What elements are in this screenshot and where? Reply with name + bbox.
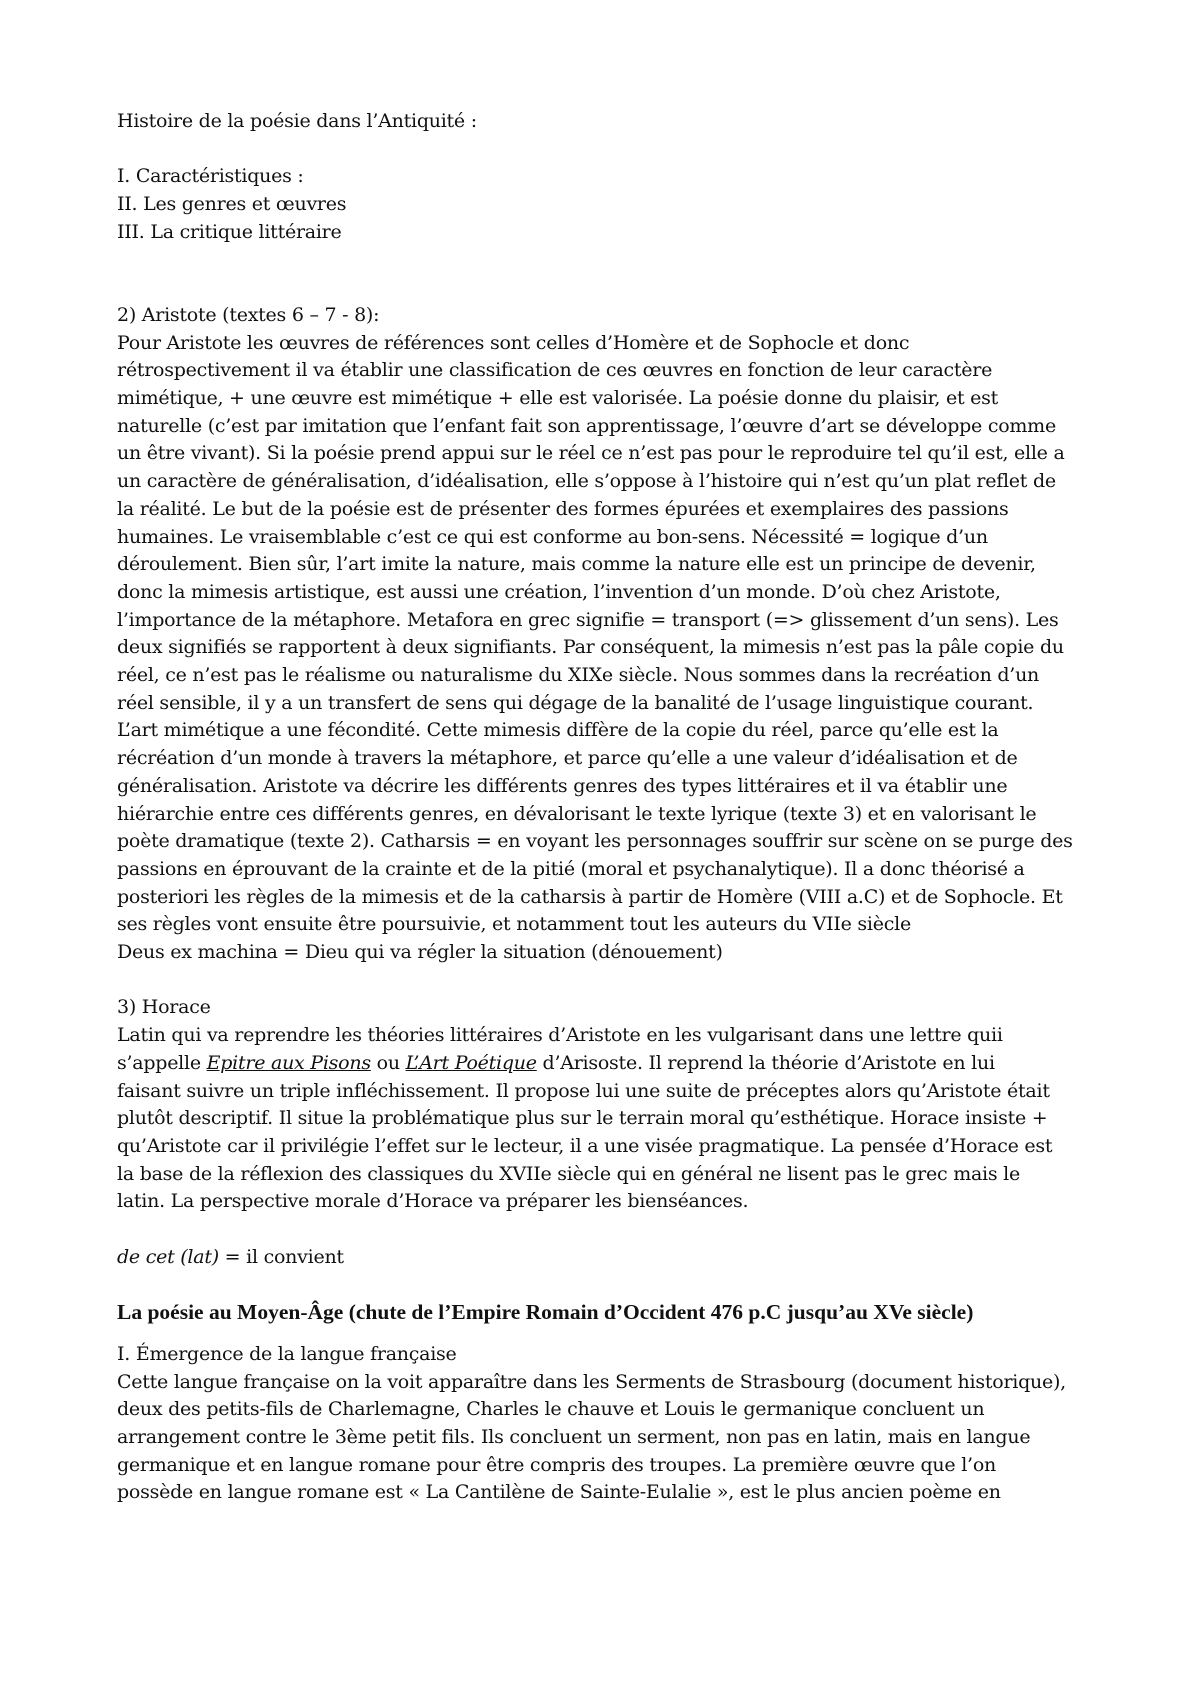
aristote-paragraph: [117, 330, 1102, 967]
paragraph-line: hiérarchie entre ces différents genres, en dévalorisant le texte lyrique (texte 3) et en valorisant le: [117, 802, 1037, 825]
paragraph-line: qu’Aristote car il privilégie l’effet sur le lecteur, il a une visée pragmatique. La pensée d’Horace est: [117, 1134, 1053, 1157]
paragraph-line: un être vivant). Si la poésie prend appui sur le réel ce n’est pas pour le reproduire tel qu’il est, elle a: [117, 442, 1065, 465]
moyen-age-paragraph: [117, 1369, 1102, 1508]
paragraph-line: la base de la réflexion des classiques du XVIIe siècle qui en général ne lisent pas le grec mais le: [117, 1162, 1020, 1185]
paragraph-line: passions en éprouvant de la crainte et de la pitié (moral et psychanalytique). Il a donc théorisé a: [117, 857, 1025, 880]
outline-item: III. La critique littéraire: [117, 220, 342, 243]
paragraph-line: un caractère de généralisation, d’idéalisation, elle s’oppose à l’histoire qui n’est qu’un plat reflet de: [117, 470, 1056, 493]
section-moyen-age: [117, 1299, 1102, 1507]
paragraph-line: ses règles vont ensuite être poursuivie, et notamment tout les auteurs du VIIe siècle: [117, 913, 911, 936]
paragraph-line: récréation d’un monde à travers la métaphore, et parce qu’elle a une valeur d’idéalisation et de: [117, 747, 1018, 770]
paragraph-line: latin. La perspective morale d’Horace va préparer les bienséances.: [117, 1190, 749, 1213]
section-heading-moyen-age: La poésie au Moyen-Âge (chute de l’Empire Romain d’Occident 476 p.C jusqu’au XVe siècle): [117, 1300, 974, 1325]
link-epitre-aux-pisons[interactable]: Epitre aux Pisons: [206, 1051, 371, 1074]
paragraph-line: généralisation. Aristote va décrire les différents genres des types littéraires et il va établir une: [117, 774, 1008, 797]
section-aristote: [117, 302, 1102, 967]
paragraph-line: L’art mimétique a une fécondité. Cette mimesis diffère de la copie du réel, parce qu’elle est la: [117, 719, 999, 742]
paragraph-line: possède en langue romane est « La Cantilène de Sainte-Eulalie », est le plus ancien poème en: [117, 1481, 1001, 1504]
paragraph-line: donc la mimesis artistique, est aussi une création, l’invention d’un monde. D’où chez Aristote,: [117, 580, 1001, 603]
link-art-poetique[interactable]: L’Art Poétique: [405, 1051, 537, 1074]
paragraph-line: Cette langue française on la voit apparaître dans les Serments de Strasbourg (document historique),: [117, 1370, 1066, 1393]
spacer: [117, 136, 1102, 164]
paragraph-line: Latin qui va reprendre les théories littéraires d’Aristote en les vulgarisant dans une lettre quii: [117, 1024, 1003, 1047]
spacer: [117, 274, 1102, 302]
paragraph-line: arrangement contre le 3ème petit fils. Ils concluent un serment, non pas en latin, mais en langue: [117, 1425, 1031, 1448]
paragraph-line: poète dramatique (texte 2). Catharsis = en voyant les personnages souffrir sur scène on se purge des: [117, 830, 1073, 853]
paragraph-line: la réalité. Le but de la poésie est de présenter des formes épurées et exemplaires des passions: [117, 497, 1009, 520]
document-page: [117, 108, 1102, 1507]
spacer: [117, 1216, 1102, 1244]
paragraph-line: humaines. Le vraisemblable c’est ce qui est conforme au bon-sens. Nécessité = logique d’un: [117, 525, 988, 548]
paragraph-line: plutôt descriptif. Il situe la problématique plus sur le terrain moral qu’esthétique. Horace insiste +: [117, 1107, 1048, 1130]
section-heading-horace: 3) Horace: [117, 996, 211, 1019]
paragraph-line: [117, 1050, 1102, 1078]
outline: [117, 163, 1102, 246]
paragraph-line: réel sensible, il y a un transfert de sens qui dégage de la banalité de l’usage linguistique courant.: [117, 691, 1034, 714]
horace-paragraph: [117, 1078, 1102, 1217]
text-run: d’Arisoste. Il reprend la théorie d’Aristote en lui: [536, 1051, 995, 1074]
paragraph-line: naturelle (c’est par imitation que l’enfant fait son apprentissage, l’œuvre d’art se développe comme: [117, 414, 1056, 437]
paragraph-line: deux signifiés se rapportent à deux signifiants. Par conséquent, la mimesis n’est pas la pâle copie du: [117, 636, 1064, 659]
paragraph-line: Pour Aristote les œuvres de références sont celles d’Homère et de Sophocle et donc: [117, 331, 910, 354]
text-run: ou: [370, 1051, 406, 1074]
paragraph-line: rétrospectivement il va établir une classification de ces œuvres en fonction de leur caractère: [117, 359, 993, 382]
paragraph-line: l’importance de la métaphore. Metafora en grec signifie = transport (=> glissement d’un sens). Les: [117, 608, 1059, 631]
paragraph-line: faisant suivre un triple infléchissement. Il propose lui une suite de préceptes alors qu’Aristote était: [117, 1079, 1050, 1102]
paragraph-line: germanique et en langue romane pour être compris des troupes. La première œuvre que l’on: [117, 1453, 996, 1476]
subheading-emergence: I. Émergence de la langue française: [117, 1342, 457, 1365]
latin-term: de cet (lat): [117, 1245, 219, 1268]
paragraph-line: deux des petits-fils de Charlemagne, Charles le chauve et Louis le germanique concluent un: [117, 1398, 985, 1421]
outline-item: I. Caractéristiques :: [117, 165, 304, 188]
outline-item: II. Les genres et œuvres: [117, 193, 347, 216]
spacer: [117, 967, 1102, 995]
text-run: s’appelle: [117, 1051, 207, 1074]
paragraph-line: réel, ce n’est pas le réalisme ou naturalisme du XIXe siècle. Nous sommes dans la recréation d’un: [117, 664, 1040, 687]
paragraph-line: posteriori les règles de la mimesis et de la catharsis à partir de Homère (VIII a.C) et de Sophocle. Et: [117, 885, 1063, 908]
paragraph-line: mimétique, + une œuvre est mimétique + elle est valorisée. La poésie donne du plaisir, et est: [117, 386, 998, 409]
paragraph-line: Deus ex machina = Dieu qui va régler la situation (dénouement): [117, 941, 723, 964]
section-horace: [117, 994, 1102, 1216]
paragraph-line: déroulement. Bien sûr, l’art imite la nature, mais comme la nature elle est un principe de devenir,: [117, 553, 1036, 576]
spacer: [117, 1271, 1102, 1299]
decet-definition: [117, 1244, 1102, 1272]
section-heading-aristote: 2) Aristote (textes 6 – 7 - 8):: [117, 303, 380, 326]
document-title: Histoire de la poésie dans l’Antiquité :: [117, 110, 477, 132]
spacer: [117, 247, 1102, 275]
spacer: [117, 1327, 1102, 1341]
text-run: = il convient: [218, 1245, 344, 1268]
